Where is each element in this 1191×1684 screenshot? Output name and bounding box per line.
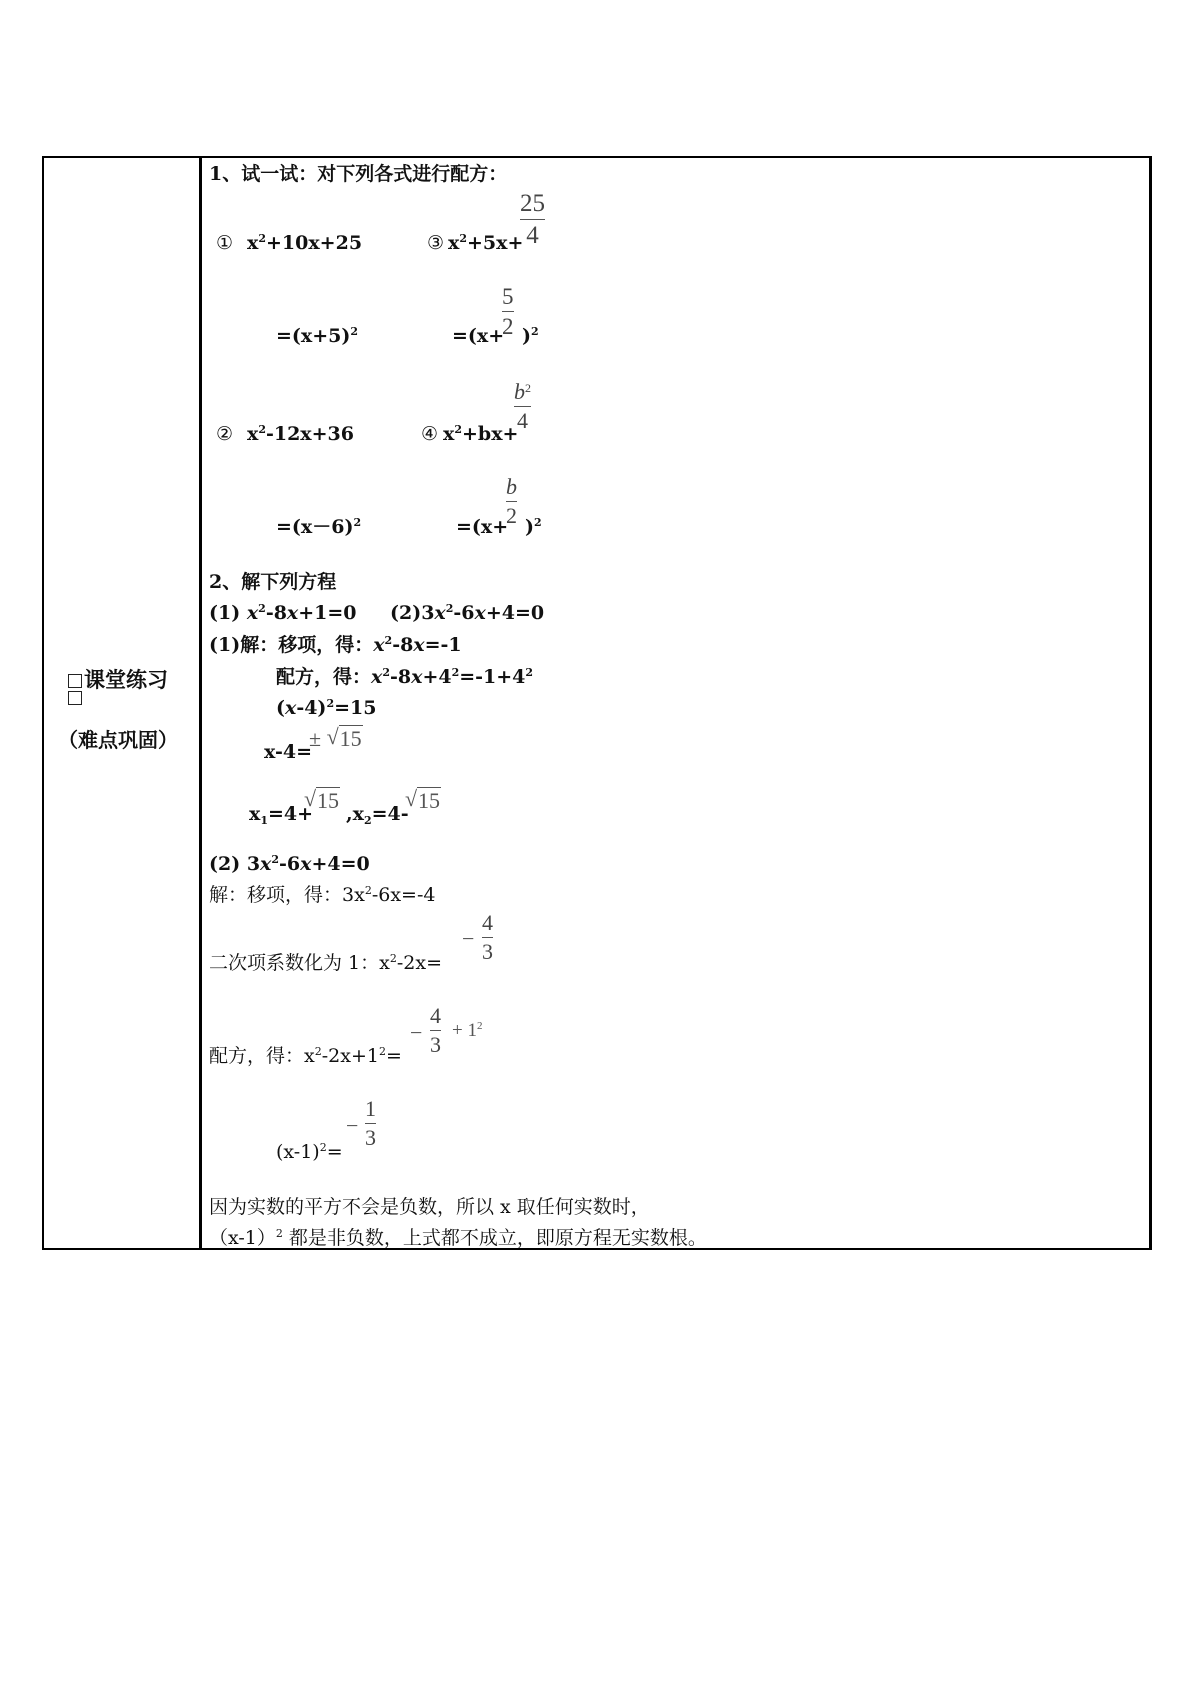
item3-marker: ③ bbox=[427, 232, 445, 254]
conclusion-line2: $(x-1)^2$ 都是非负数，上式都不成立，即原方程无实数根。 bbox=[209, 1227, 707, 1249]
fraction-4-3-a: 4 3 bbox=[482, 910, 493, 964]
plus-minus-sqrt15: ± √ 15 bbox=[309, 726, 363, 752]
sqrt15-b: √ 15 bbox=[405, 788, 441, 814]
roots-x1: $x_1=4+$ bbox=[249, 803, 314, 827]
item1-result: $=(x+5)^2$ bbox=[276, 325, 359, 347]
solution2-step2: 二次项系数化为 1：$x^2-2x=$ bbox=[209, 952, 442, 974]
solution1-step3: $(x-4)^2=15$ bbox=[276, 697, 377, 719]
fraction-25-4: 25 4 bbox=[520, 190, 545, 249]
solution2-step4: $(x-1)^2=$ bbox=[276, 1141, 343, 1163]
solution1-step2: 配方，得：$x^2-8x+4^2=-1+4^2$ bbox=[276, 666, 534, 688]
checkbox-icon bbox=[68, 691, 82, 705]
equation-2: $(2)3x^2-6x+4=0$ bbox=[390, 602, 545, 624]
fraction-b-2: b 2 bbox=[506, 474, 517, 528]
item4-result-pre: =(x+ bbox=[456, 516, 509, 538]
solution2-equation: (2) $3x^2-6x+4=0$ bbox=[209, 853, 370, 875]
fraction-4-3-b: 4 3 bbox=[430, 1003, 441, 1057]
item2-expr: $x^2-12x+36$ bbox=[247, 423, 354, 445]
item2-marker: ② bbox=[216, 423, 234, 445]
exercise2-heading: 2、解下列方程 bbox=[209, 571, 337, 593]
roots-x2: $,x_2=4-$ bbox=[346, 803, 409, 827]
plus-one-squared: + $1^2$ bbox=[452, 1020, 483, 1041]
solution2-step1: 解：移项，得：$3x^2-6x=-4$ bbox=[209, 884, 436, 906]
sqrt15-a: √ 15 bbox=[304, 788, 340, 814]
solution2-step3: 配方，得：$x^2-2x+1^2=$ bbox=[209, 1045, 402, 1067]
item3-result-post: )$^2$ bbox=[522, 325, 539, 347]
equation-1: (1) $x^2-8x+1=0$ bbox=[209, 602, 357, 624]
item4-result-post: )$^2$ bbox=[525, 516, 542, 538]
fraction-5-2: 5 2 bbox=[502, 284, 514, 339]
item4-marker: ④ bbox=[421, 423, 439, 445]
item1-expr: $x^2+10x+25$ bbox=[247, 232, 363, 254]
item3-result-pre: =(x+ bbox=[452, 325, 505, 347]
section-label bbox=[68, 664, 168, 694]
column-divider bbox=[199, 158, 202, 1248]
fraction-1-3: 1 3 bbox=[365, 1096, 376, 1150]
checkbox-icon bbox=[68, 674, 82, 688]
exercise1-heading: 1、试一试：对下列各式进行配方： bbox=[209, 163, 508, 185]
exercise-table bbox=[42, 156, 1152, 1250]
solution1-step4: x-4= bbox=[264, 741, 313, 763]
minus-sign: − bbox=[346, 1113, 359, 1138]
solution1-step1: (1)解：移项，得：$x^2-8x=-1$ bbox=[209, 634, 462, 656]
section-title: 课堂练习 bbox=[84, 668, 168, 692]
item1-marker: ① bbox=[216, 232, 234, 254]
conclusion-line1: 因为实数的平方不会是负数，所以 x 取任何实数时， bbox=[209, 1196, 650, 1218]
minus-sign: − bbox=[462, 926, 475, 951]
item2-result: $=(x-6)^2$ bbox=[276, 516, 362, 538]
item4-expr: $x^2+bx+$ bbox=[443, 423, 519, 445]
fraction-b2-4: $b^2$ 4 bbox=[514, 379, 531, 433]
section-subtitle: （难点巩固） bbox=[58, 728, 178, 752]
item3-expr: $x^2+5x+$ bbox=[448, 232, 524, 254]
minus-sign: − bbox=[410, 1020, 423, 1045]
label-cell bbox=[44, 158, 199, 1248]
